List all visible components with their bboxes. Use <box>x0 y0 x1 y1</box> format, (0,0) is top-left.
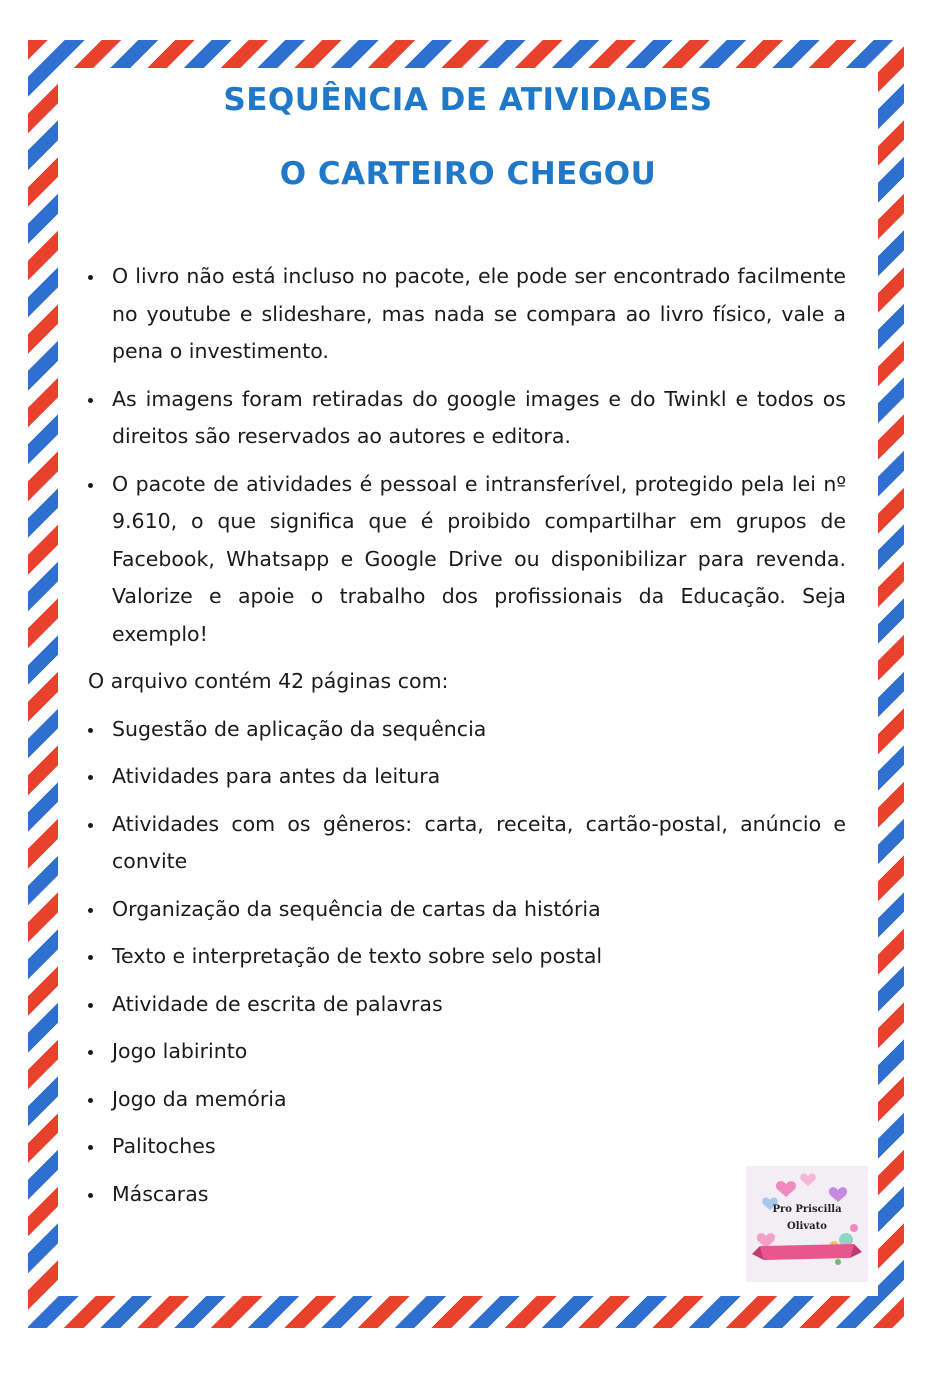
author-logo <box>746 1166 868 1282</box>
content-area <box>88 258 846 1223</box>
notes-list <box>88 258 846 653</box>
note-item: As imagens foram retiradas do google images e do Twinkl e todos os direitos são reservados ao autores e editora. <box>88 381 846 456</box>
note-item: O livro não está incluso no pacote, ele pode ser encontrado facilmente no youtube e slideshare, mas nada se compara ao livro físico, vale a pena o investimento. <box>88 258 846 371</box>
contents-item: Organização da sequência de cartas da história <box>88 891 846 929</box>
contents-item: Máscaras <box>88 1176 846 1214</box>
contents-item: Atividades com os gêneros: carta, receita, cartão-postal, anúncio e convite <box>88 806 846 881</box>
note-item: O pacote de atividades é pessoal e intransferível, protegido pela lei nº 9.610, o que significa que é proibido compartilhar em grupos de Facebook, Whatsapp e Google Drive ou disponibilizar para revenda. Valorize e apoie o trabalho dos profissionais da Educação. Seja exemplo! <box>88 466 846 654</box>
logo-name-line2: Olivato <box>787 1221 827 1232</box>
contents-item: Palitoches <box>88 1128 846 1166</box>
page-title: SEQUÊNCIA DE ATIVIDADES <box>223 82 713 118</box>
contents-item: Sugestão de aplicação da sequência <box>88 711 846 749</box>
contents-item: Atividades para antes da leitura <box>88 758 846 796</box>
contents-list <box>88 711 846 1214</box>
page-subtitle: O CARTEIRO CHEGOU <box>279 156 657 192</box>
logo-name-line1: Pro Priscilla <box>772 1204 842 1215</box>
contents-item: Jogo labirinto <box>88 1033 846 1071</box>
title-block <box>58 78 878 196</box>
contents-intro: O arquivo contém 42 páginas com: <box>88 669 449 693</box>
contents-item: Jogo da memória <box>88 1081 846 1119</box>
contents-item: Atividade de escrita de palavras <box>88 986 846 1024</box>
contents-item: Texto e interpretação de texto sobre selo postal <box>88 938 846 976</box>
